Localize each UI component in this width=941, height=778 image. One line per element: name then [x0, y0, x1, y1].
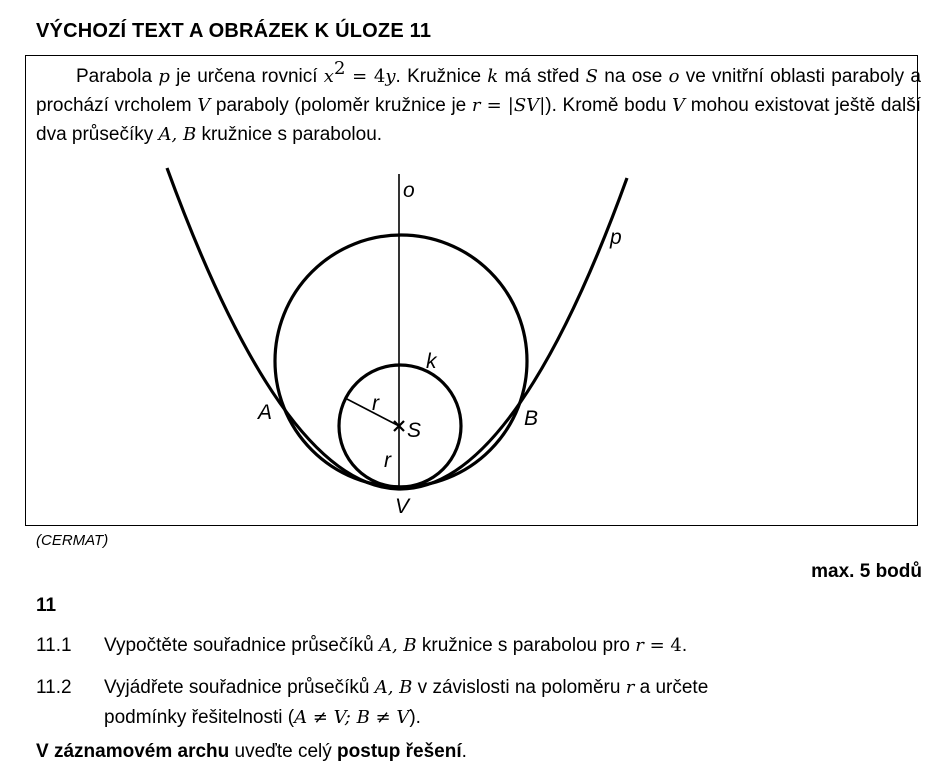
math-V: V	[197, 95, 211, 116]
subtask-text	[104, 673, 708, 702]
subtask-part: podmínky řešitelnosti (	[104, 707, 295, 728]
math-eq: = 4	[345, 66, 386, 87]
math-k: k	[487, 66, 499, 87]
subtask-part: Vyjádřete souřadnice průsečíků	[104, 677, 375, 698]
math-SV: SV	[513, 95, 540, 116]
intro-part: má střed	[498, 66, 586, 87]
label-r-top: r	[372, 392, 379, 415]
intro-part: Parabola	[76, 66, 159, 87]
intro-part: . Kružnice	[395, 66, 488, 87]
final-bold-2: postup řešení	[337, 741, 462, 762]
subtask-part: a určete	[634, 677, 709, 698]
label-o: o	[403, 179, 415, 202]
label-p: p	[610, 226, 622, 249]
task-number: 11	[36, 595, 57, 616]
math-p: p	[158, 66, 170, 87]
intro-part: kružnice s parabolou.	[196, 124, 383, 145]
large-circle	[275, 235, 527, 487]
label-V: V	[395, 495, 410, 518]
math-o: o	[668, 66, 680, 87]
final-part: .	[461, 741, 467, 762]
final-instruction	[36, 741, 467, 763]
final-bold-1: V záznamovém archu	[36, 741, 230, 762]
intro-part: na ose	[598, 66, 669, 87]
subtask-number: 11.2	[36, 677, 72, 698]
math-AB: A, B	[378, 635, 417, 656]
label-k: k	[426, 350, 437, 373]
math-r: r	[471, 95, 481, 116]
final-part: uveďte celý	[229, 741, 338, 762]
subtask-text	[104, 631, 687, 660]
math-y: y	[385, 66, 396, 87]
subtask-part: kružnice s parabolou pro	[416, 635, 636, 656]
math-eq: = 4	[643, 635, 682, 656]
subtask-number: 11.1	[36, 635, 72, 656]
subtask-text-line2	[104, 703, 421, 732]
math-AB: A, B	[374, 677, 413, 698]
math-condition: A ≠ V; B ≠ V	[294, 707, 410, 728]
math-r: r	[625, 677, 635, 698]
subtask-part: v závislosti na poloměru	[412, 677, 626, 698]
math-eq: = |	[480, 95, 514, 116]
intro-part: mohou existovat ještě další dva průsečíky	[36, 95, 921, 145]
math-x: x	[323, 66, 334, 87]
math-bar: |	[539, 95, 546, 116]
math-V: V	[672, 95, 686, 116]
label-S: S	[407, 419, 422, 442]
max-points: max. 5 bodů	[811, 561, 922, 582]
math-r: r	[635, 635, 644, 656]
intro-part: ). Kromě bodu	[545, 95, 673, 116]
math-S: S	[585, 66, 599, 87]
intro-part: ve vnitřní oblasti paraboly a prochází vrcholem	[36, 66, 921, 116]
math-exponent: 2	[333, 58, 346, 79]
intro-part: je určena rovnicí	[169, 66, 324, 87]
subtask-part: ).	[409, 707, 421, 728]
label-A: A	[258, 401, 273, 424]
subtask-part: Vypočtěte souřadnice průsečíků	[104, 635, 379, 656]
math-AB: A, B	[158, 124, 197, 145]
source-credit: (CERMAT)	[36, 532, 109, 549]
subtask-part: .	[681, 635, 688, 656]
parabola-p	[167, 168, 627, 489]
label-B: B	[524, 407, 539, 430]
section-heading: VÝCHOZÍ TEXT A OBRÁZEK K ÚLOZE 11	[36, 20, 432, 42]
intro-part: paraboly (poloměr kružnice je	[210, 95, 472, 116]
label-r-bottom: r	[384, 449, 391, 472]
